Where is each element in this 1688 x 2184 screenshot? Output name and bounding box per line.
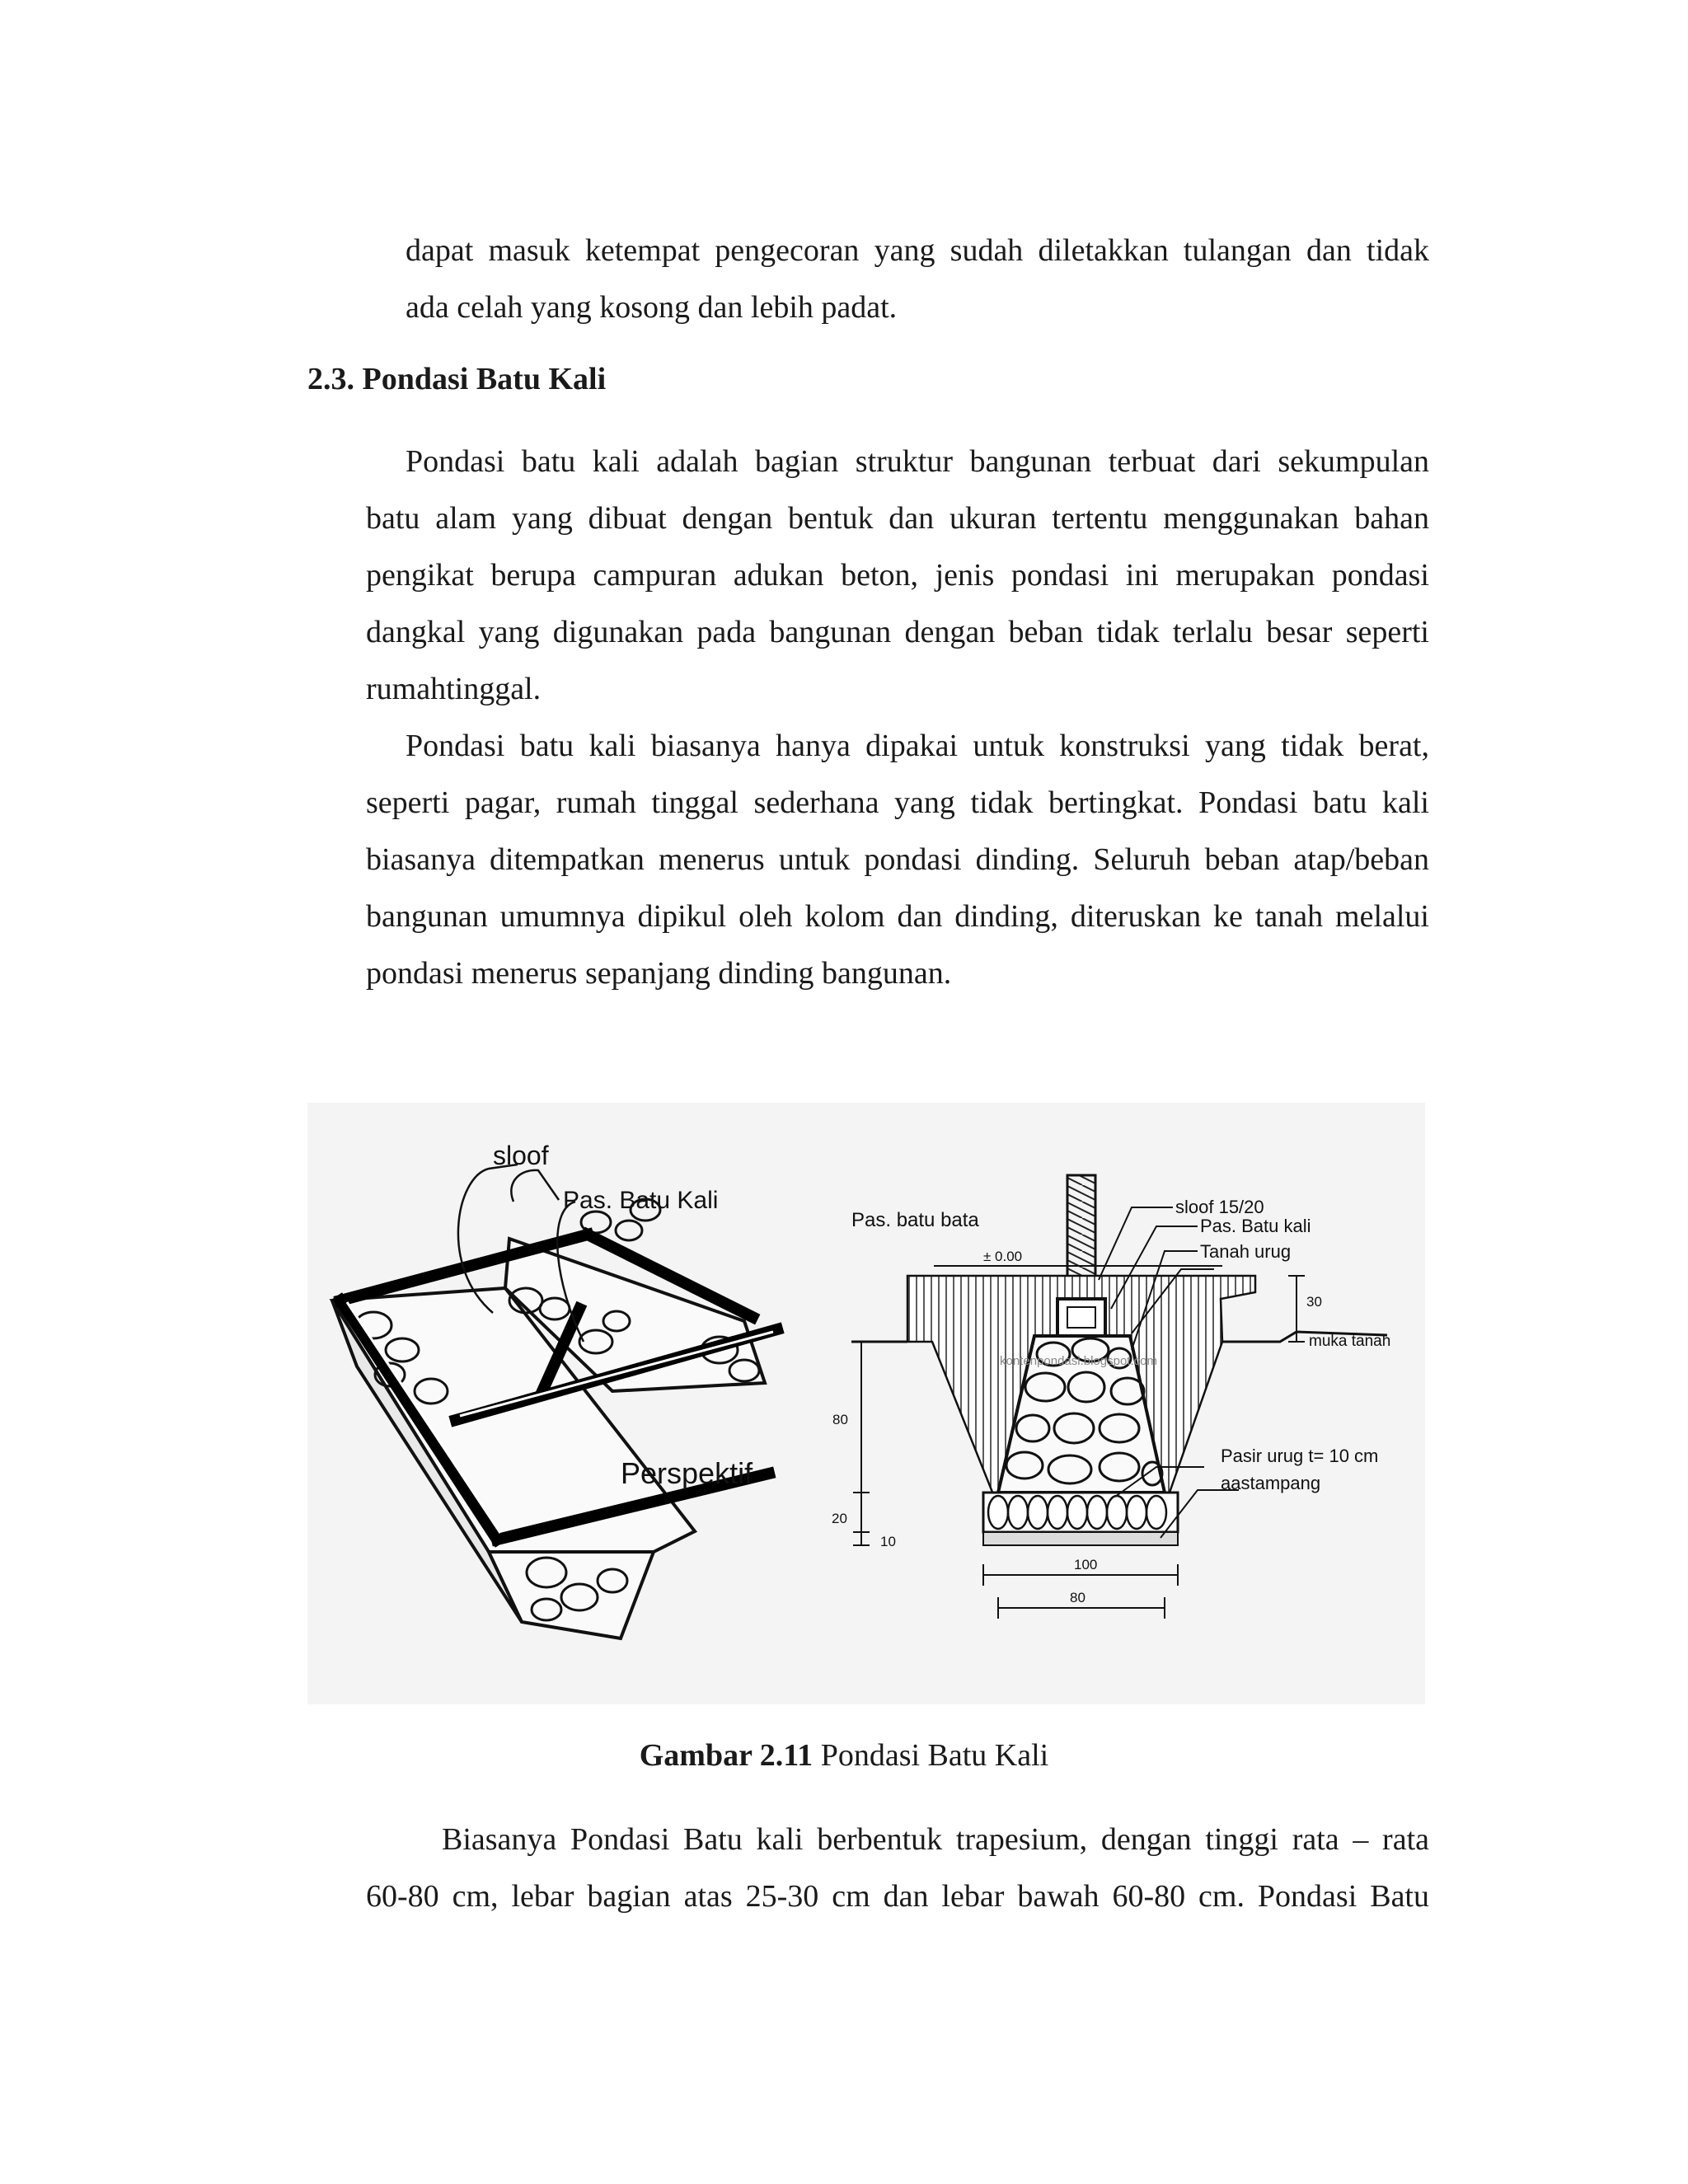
text-line: pondasi menerus sepanjang dinding bangunan. — [366, 956, 952, 991]
label-aastampang: aastampang — [1221, 1473, 1321, 1493]
label-pas-batu-kali: Pas. Batu Kali — [563, 1187, 719, 1214]
text-line: Pondasi batu kali biasanya hanya dipakai untuk konstruksi yang tidak berat, — [406, 729, 1429, 763]
text-line: dapat masuk ketempat pengecoran yang sudah diletakkan tulangan dan tidak — [406, 233, 1429, 268]
foundation-illustration — [307, 1103, 1425, 1704]
intro-paragraph — [406, 223, 1429, 336]
text-line: 60-80 cm, lebar bagian atas 25-30 cm dan lebar bawah 60-80 cm. Pondasi Batu — [366, 1879, 1429, 1914]
dim-80-height: 80 — [832, 1412, 848, 1427]
perspective-drawing — [307, 1103, 802, 1704]
dim-20: 20 — [832, 1511, 847, 1526]
foundation-figure — [307, 1103, 1425, 1704]
dim-10: 10 — [880, 1534, 896, 1549]
label-sloof: sloof — [493, 1141, 549, 1170]
section-heading: 2.3. Pondasi Batu Kali — [307, 362, 607, 396]
text-line: dangkal yang digunakan pada bangunan dengan beban tidak terlalu besar seperti — [366, 615, 1429, 649]
label-sloof-section: sloof 15/20 — [1175, 1197, 1264, 1217]
label-pas-batu-bata: Pas. batu bata — [851, 1209, 979, 1231]
text-line: ada celah yang kosong dan lebih padat. — [406, 290, 898, 325]
text-line: Pondasi batu kali adalah bagian struktur bangunan terbuat dari sekumpulan — [406, 444, 1429, 479]
label-pasir-urug: Pasir urug t= 10 cm — [1221, 1446, 1379, 1466]
caption-label: Gambar 2.11 — [639, 1738, 814, 1773]
text-line: bangunan umumnya dipikul oleh kolom dan dinding, diteruskan ke tanah melalui — [366, 899, 1429, 934]
dim-80-width: 80 — [1070, 1590, 1085, 1605]
paragraph-shape — [366, 1811, 1429, 1925]
text-line: seperti pagar, rumah tinggal sederhana yang tidak bertingkat. Pondasi batu kali — [366, 785, 1429, 820]
cross-section-drawing — [802, 1103, 1425, 1704]
dim-30: 30 — [1306, 1294, 1322, 1310]
text-line: biasanya ditempatkan menerus untuk pondasi dinding. Seluruh beban atap/beban — [366, 842, 1429, 877]
caption-text: Pondasi Batu Kali — [813, 1738, 1049, 1773]
text-line: pengikat berupa campuran adukan beton, jenis pondasi ini merupakan pondasi — [366, 558, 1429, 593]
label-muka-tanah: muka tanah — [1309, 1333, 1391, 1350]
paragraph-definition — [366, 434, 1429, 718]
dim-100: 100 — [1074, 1557, 1098, 1572]
label-level: ± 0.00 — [983, 1249, 1023, 1264]
watermark-text: kontenpondasi.blogspot.com — [1000, 1354, 1157, 1368]
figure-caption — [0, 1737, 1688, 1774]
text-line: rumahtinggal. — [366, 672, 542, 706]
label-pas-batu-kali-section: Pas. Batu kali — [1200, 1216, 1311, 1236]
label-perspektif: Perspektif — [621, 1456, 753, 1490]
text-line: batu alam yang dibuat dengan bentuk dan ukuran tertentu menggunakan bahan — [366, 501, 1429, 536]
label-tanah-urug: Tanah urug — [1200, 1241, 1292, 1262]
paragraph-usage — [366, 718, 1429, 1002]
text-line: Biasanya Pondasi Batu kali berbentuk trapesium, dengan tinggi rata – rata — [442, 1822, 1429, 1857]
